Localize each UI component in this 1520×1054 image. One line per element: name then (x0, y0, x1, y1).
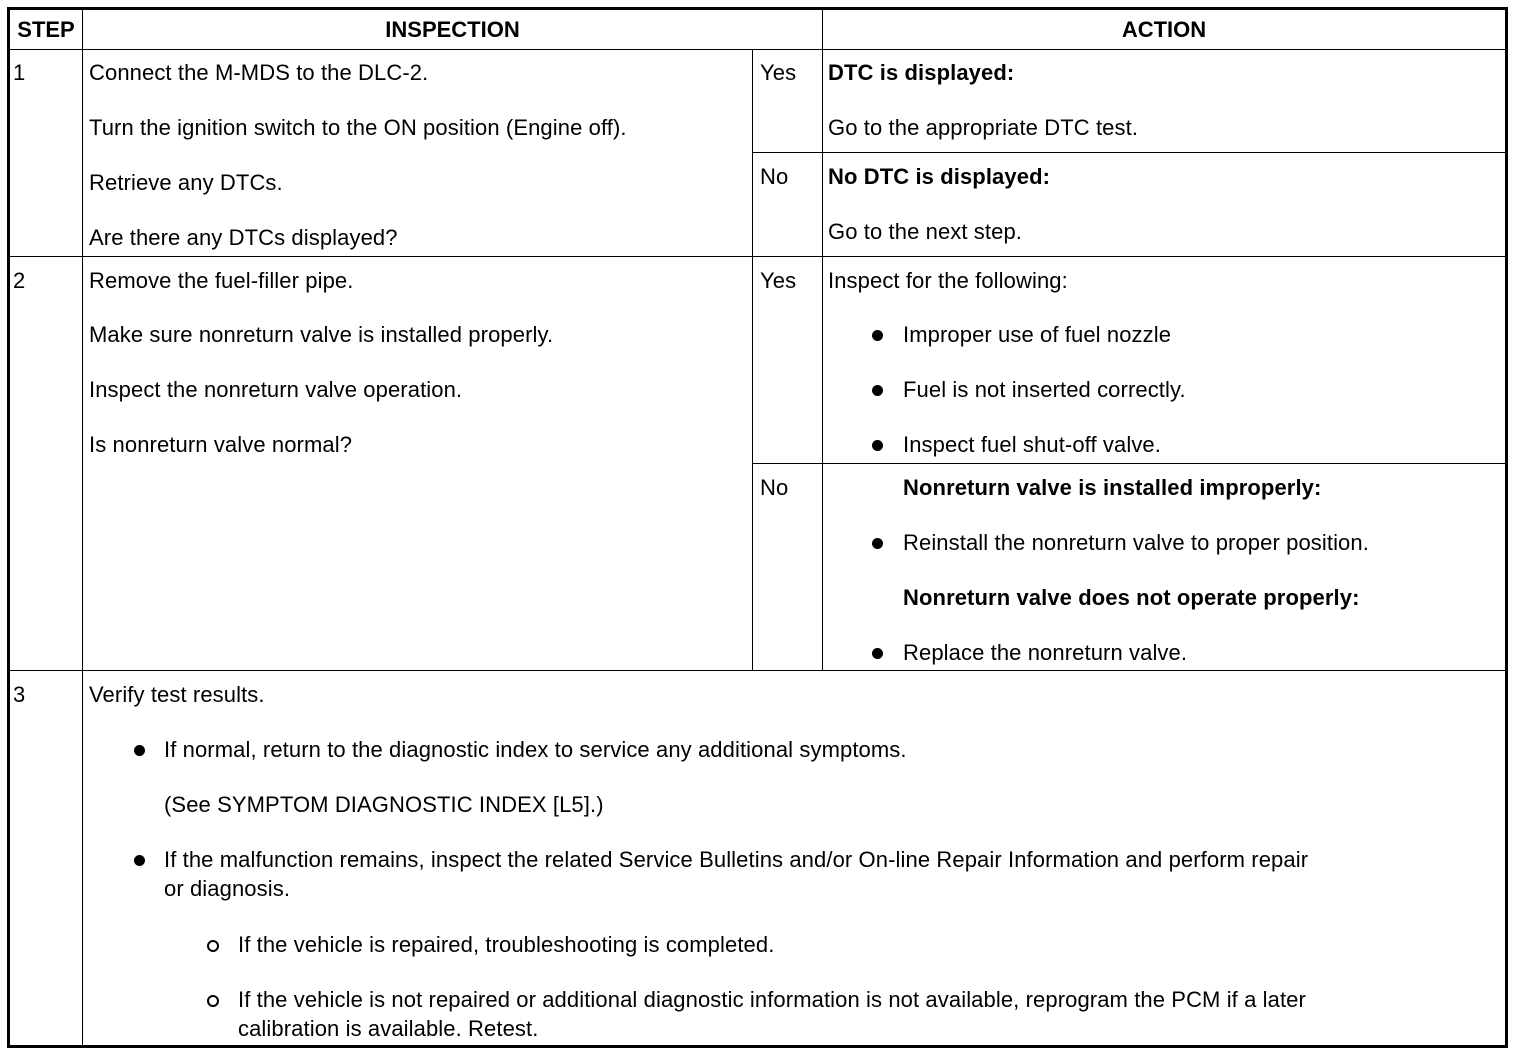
step2-yes-no-divider (752, 463, 1505, 464)
inspection-line: Connect the M-MDS to the DLC-2. (89, 60, 429, 85)
step2-divider (10, 670, 1505, 671)
step1-yes-no-divider (752, 152, 1505, 153)
bullet-icon (872, 538, 883, 549)
action-column-divider (822, 10, 823, 670)
bullet-icon (872, 385, 883, 396)
bullet-icon (134, 855, 145, 866)
action-bullet: Inspect fuel shut-off valve. (903, 432, 1161, 457)
step3-bullet: If the malfunction remains, inspect the related Service Bulletins and/or On-line Repair Information and perform repair (164, 847, 1309, 872)
bullet-icon (872, 440, 883, 451)
action-text: Go to the next step. (828, 219, 1023, 244)
step3-sub-bullet: If the vehicle is not repaired or additional diagnostic information is not available, reprogram the PCM if a later (238, 987, 1306, 1012)
action-heading: DTC is displayed: (828, 60, 1015, 85)
answer-yes: Yes (760, 60, 797, 85)
bullet-icon (872, 330, 883, 341)
header-divider (10, 49, 1505, 50)
step3-bullet-note: (See SYMPTOM DIAGNOSTIC INDEX [L5].) (164, 792, 604, 817)
action-heading: Nonreturn valve does not operate properly: (903, 585, 1360, 610)
action-heading: Nonreturn valve is installed improperly: (903, 475, 1322, 500)
answer-column-divider (752, 49, 753, 670)
inspection-question: Is nonreturn valve normal? (89, 432, 353, 457)
step3-bullet-continued: or diagnosis. (164, 876, 291, 901)
action-bullet: Improper use of fuel nozzle (903, 322, 1172, 347)
action-heading: No DTC is displayed: (828, 164, 1051, 189)
diagnostic-table (7, 7, 1508, 1048)
sub-bullet-icon (207, 940, 219, 952)
answer-no: No (760, 164, 789, 189)
step-column-divider (82, 10, 83, 1045)
answer-yes: Yes (760, 268, 797, 293)
inspection-line: Remove the fuel-filler pipe. (89, 268, 354, 293)
step1-divider (10, 256, 1505, 257)
step3-sub-bullet-continued: calibration is available. Retest. (238, 1016, 539, 1041)
inspection-line: Retrieve any DTCs. (89, 170, 283, 195)
action-bullet: Fuel is not inserted correctly. (903, 377, 1186, 402)
inspection-line: Make sure nonreturn valve is installed properly. (89, 322, 554, 347)
header-step: STEP (17, 17, 75, 42)
sub-bullet-icon (207, 995, 219, 1007)
bullet-icon (872, 648, 883, 659)
inspection-line: Turn the ignition switch to the ON position (Engine off). (89, 115, 627, 140)
bullet-icon (134, 745, 145, 756)
action-bullet: Replace the nonreturn valve. (903, 640, 1188, 665)
action-text: Go to the appropriate DTC test. (828, 115, 1139, 140)
step-number: 2 (13, 268, 26, 293)
step3-title: Verify test results. (89, 682, 265, 707)
step3-sub-bullet: If the vehicle is repaired, troubleshooting is completed. (238, 932, 775, 957)
step-number: 3 (13, 682, 26, 707)
inspection-line: Inspect the nonreturn valve operation. (89, 377, 463, 402)
step-number: 1 (13, 60, 26, 85)
answer-no: No (760, 475, 789, 500)
inspection-question: Are there any DTCs displayed? (89, 225, 398, 250)
header-inspection: INSPECTION (385, 17, 520, 42)
action-intro: Inspect for the following: (828, 268, 1068, 293)
action-bullet: Reinstall the nonreturn valve to proper position. (903, 530, 1369, 555)
header-action: ACTION (1121, 17, 1207, 42)
step3-bullet: If normal, return to the diagnostic index to service any additional symptoms. (164, 737, 907, 762)
